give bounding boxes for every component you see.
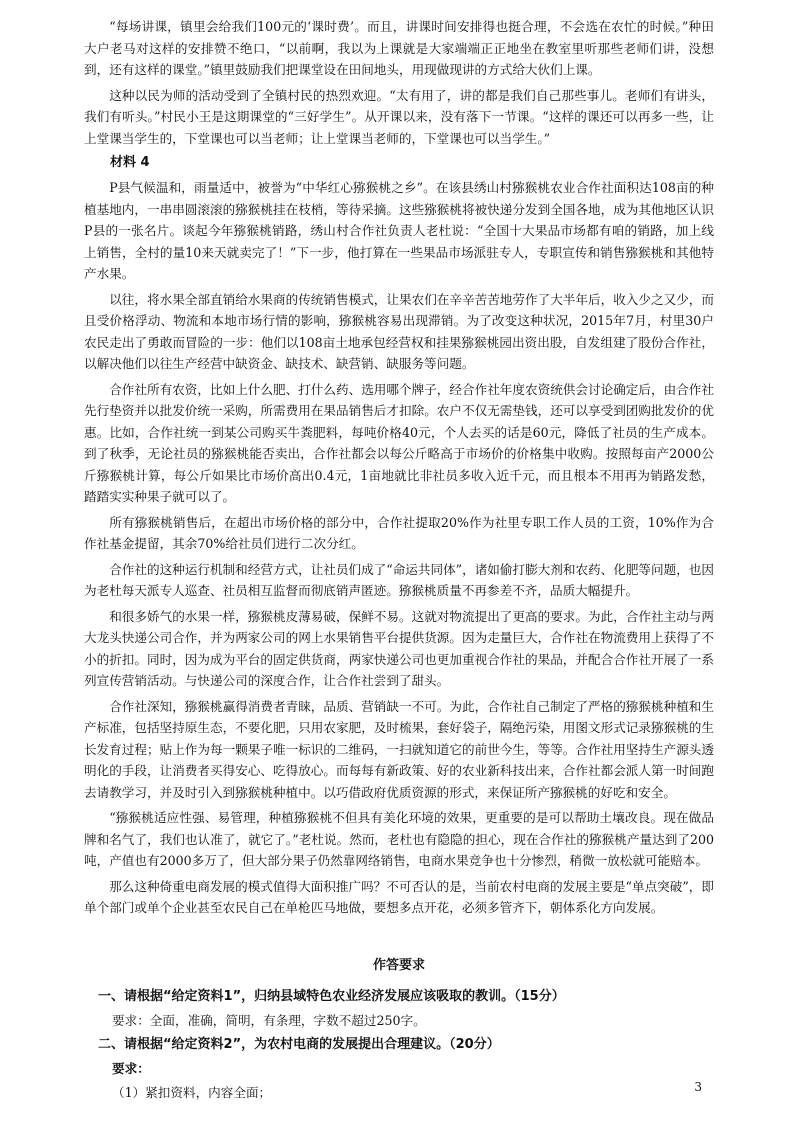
paragraph: 以往，将水果全部直销给水果商的传统销售模式，让果农们在辛辛苦苦地劳作了大半年后，收入少之又少，而且受价格浮动、物流和本地市场行情的影响，猕猴桃容易出现滞销。为了改变这种状况，2015年7月，村里30户农民走出了勇敢而冒险的一步：他们以108亩土地承包经营权和挂果猕猴桃园出资出股，自发组建了股份合作社，以解决他们以往生产经营中缺资金、缺技术、缺营销、缺服务等问题。 — [84, 291, 714, 371]
paragraph: 合作社深知，猕猴桃赢得消费者青睐，品质、营销缺一不可。为此，合作社自己制定了严格的猕猴桃种植和生产标准，包括坚持原生态，不要化肥，只用农家肥，及时梳果，套好袋子，隔绝污染，用图文形式记录猕猴桃的生长发育过程；贴上作为每一颗果子唯一标识的二维码，一扫就知道它的前世今生，等等。合作社用坚持生产源头透明化的手段，让消费者买得安心、吃得放心。而每每有新政策、好的农业新科技出来，合作社都会派人第一时间跑去请教学习，并及时引入到猕猴桃种植中。以巧借政府优质资源的形式，来保证所产猕猴桃的好吃和安全。 — [84, 698, 714, 800]
paragraph: 那么这种倚重电商发展的模式值得大面积推广吗？不可否认的是，当前农村电商的发展主要是“单点突破”，即单个部门或单个企业甚至农民自己在单枪匹马地做，要想多点开花，必须多管齐下，朝体系化方向发展。 — [84, 878, 714, 915]
question-2-requirement-item: （1）紧扣资料，内容全面； — [112, 1084, 272, 1100]
paragraph: P县气候温和，雨量适中，被誉为“中华红心猕猴桃之乡”。在该县绣山村猕猴桃农业合作社面积达108亩的种植基地内，一串串圆滚滚的猕猴桃挂在枝梢，等待采摘。这些猕猴桃将被快递分发到全国各地，成为其他地区认识P县的一张名片。谈起今年猕猴桃销路，绣山村合作社负责人老杜说：“全国十大果品市场都有咱的销路，加上线上销售，全村的量10来天就卖完了！”下一步，他打算在一些果品市场派驻专人，专职宣传和销售猕猴桃和其他特产水果。 — [84, 180, 714, 281]
material-heading: 材料 4 — [110, 155, 150, 170]
question-1-requirement: 要求：全面，准确，简明，有条理，字数不超过250字。 — [112, 1012, 426, 1028]
question-2-requirement-label: 要求： — [112, 1060, 150, 1076]
paragraph: 合作社的这种运行机制和经营方式，让社员们成了“命运共同体”，诸如偷打膨大剂和农药、化肥等问题，也因为老杜每天派专人巡查、社员相互监督而彻底销声匿迹。猕猴桃质量不再参差不齐，品质大幅提升。 — [84, 561, 714, 598]
paragraph: “猕猴桃适应性强、易管理，种植猕猴桃不但具有美化环境的效果，更重要的是可以帮助土壤改良。现在做品牌和名气了，我们也认准了，就它了。”老杜说。然而，老杜也有隐隐的担心，现在合作社的猕猴桃产量达到了200吨，产值也有2000多万了，但大部分果子仍然靠网络销售，电商水果竞争也十分惨烈，稍微一放松就可能赔本。 — [84, 810, 714, 868]
question-1: 一、请根据“给定资料1”，归纳县域特色农业经济发展应该吸取的教训。（15分） — [98, 988, 565, 1004]
question-2: 二、请根据“给定资料2”，为农村电商的发展提出合理建议。（20分） — [98, 1036, 500, 1052]
requirements-heading: 作答要求 — [372, 957, 425, 973]
paragraph: 合作社所有农资，比如上什么肥、打什么药、选用哪个牌子，经合作社年度农资统供会讨论确定后，由合作社先行垫资并以批发价统一采购，所需费用在果品销售后才扣除。农户不仅无需垫钱，还可以享受到团购批发价的优惠。比如，合作社统一到某公司购买牛粪肥料，每吨价格40元，个人去买的话是60元，降低了社员的生产成本。到了秋季，无论社员的猕猴桃能否卖出，合作社都会以每公斤略高于市场价的价格集中收购。按照每亩产2000公斤猕猴桃计算，每公斤如果比市场价高出0.4元，1亩地就比非社员多收入近千元，而且根本不用再为销路发愁，踏踏实实种果子就可以了。 — [84, 381, 714, 504]
paragraph: 这种以民为师的活动受到了全镇村民的热烈欢迎。“太有用了，讲的都是我们自己那些事儿。老师们有讲头，我们有听头。”村民小王是这期课堂的“三好学生”。从开课以来，没有落下一节课。“这样的课还可以再多一些，让上堂课当学生的，下堂课也可以当老师；让上堂课当老师的，下堂课也可以当学生。” — [84, 87, 714, 146]
paragraph: 所有猕猴桃销售后，在超出市场价格的部分中，合作社提取20%作为社里专职工作人员的工资，10%作为合作社基金提留，其余70%给社员们进行二次分红。 — [84, 514, 714, 551]
paragraph: “每场讲课，镇里会给我们100元的‘课时费’。而且，讲课时间安排得也挺合理，不会选在农忙的时候。”种田大户老马对这样的安排赞不绝口，“以前啊，我以为上课就是大家端端正正地坐在教室里听那些老师们讲，没想到，还有这样的课堂。”镇里鼓励我们把课堂设在田间地头，用现做现讲的方式给大伙们上课。 — [84, 19, 714, 77]
page-number: 3 — [694, 1080, 702, 1094]
document-body — [84, 16, 714, 1105]
paragraph: 和很多娇气的水果一样，猕猴桃皮薄易破，保鲜不易。这就对物流提出了更高的要求。为此，合作社主动与两大龙头快递公司合作，并为两家公司的网上水果销售平台提供货源。因为走量巨大，合作社在物流费用上获得了不小的折扣。同时，因为成为平台的固定供货商，两家快递公司也更加重视合作社的果品，并配合合作社开展了一系列宣传营销活动。与快递公司的深度合作，让合作社尝到了甜头。 — [84, 608, 714, 688]
